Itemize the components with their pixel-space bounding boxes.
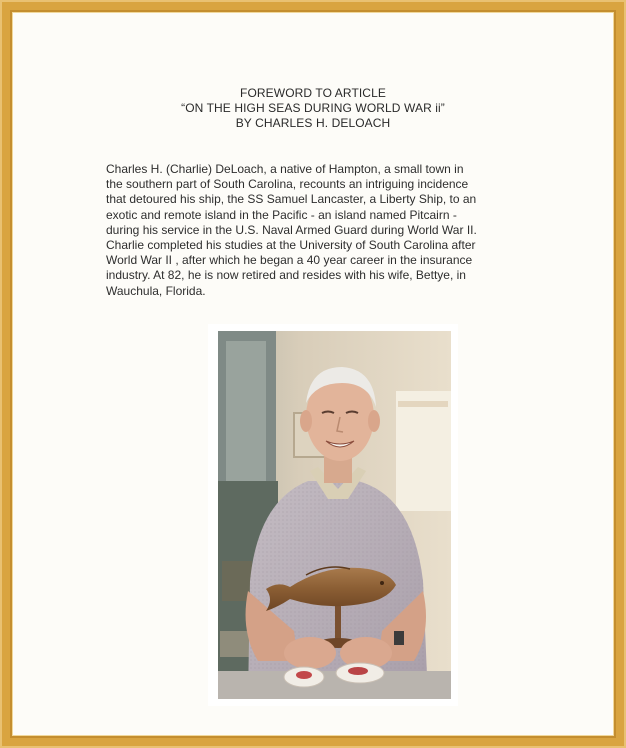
foreword-paragraph <box>106 162 542 299</box>
header-article-title: “ON THE HIGH SEAS DURING WORLD WAR ii” <box>181 101 445 115</box>
paragraph-line: Charlie completed his studies at the University of South Carolina after <box>106 238 476 253</box>
foreword-header <box>0 86 626 131</box>
paragraph-line: that detoured his ship, the SS Samuel Lancaster, a Liberty Ship, to an <box>106 192 477 207</box>
portrait-photo <box>218 331 451 699</box>
paragraph-line: during his service in the U.S. Naval Armed Guard during World War II. <box>106 222 477 237</box>
paragraph-line: the southern part of South Carolina, recounts an intriguing incidence <box>106 177 469 192</box>
header-byline: BY CHARLES H. DELOACH <box>235 116 391 130</box>
paragraph-line: exotic and remote island in the Pacific - an island named Pitcairn - <box>106 207 457 222</box>
paragraph-line: industry. At 82, he is now retired and resides with his wife, Bettye, in <box>106 268 466 283</box>
paragraph-line: Charles H. (Charlie) DeLoach, a native of Hampton, a small town in <box>106 162 464 176</box>
paragraph-line: World War II , after which he began a 40 year career in the insurance <box>106 253 473 268</box>
header-title: FOREWORD TO ARTICLE <box>240 86 386 100</box>
paragraph-line: Wauchula, Florida. <box>106 283 206 298</box>
